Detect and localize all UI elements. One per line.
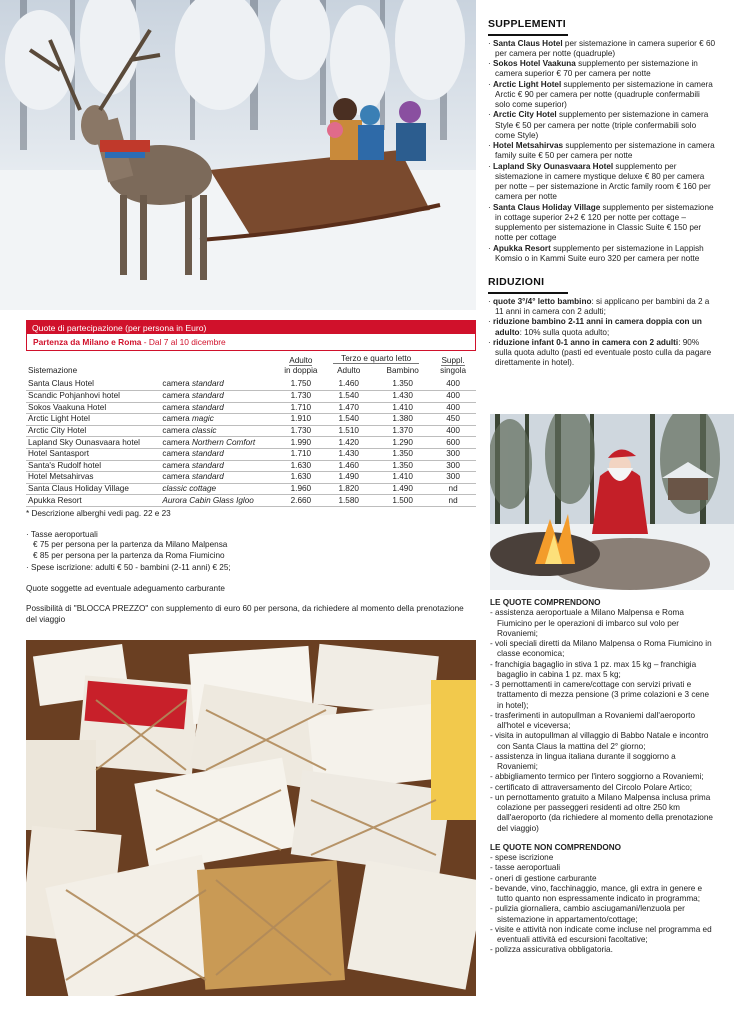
room-name: Northern Comfort [191, 437, 256, 447]
price-adult: 1.540 [322, 414, 375, 426]
price-single: 450 [430, 414, 476, 426]
hotel-name: Scandic Pohjanhovi hotel [26, 391, 160, 403]
supplements-item-name: Hotel Metsahirvas [493, 141, 564, 151]
room-name: classic [191, 426, 217, 436]
price-double: 1.710 [279, 449, 322, 461]
included-item: - visita in autopullman al villaggio di Babbo Natale e incontro con Santa Claus la mattina del 2° giorno; [490, 731, 716, 752]
room-prefix: camera [162, 379, 192, 389]
reductions-list [488, 297, 716, 369]
hotel-name: Hotel Metsahirvas [26, 472, 160, 484]
room-type [160, 414, 279, 426]
price-child: 1.350 [375, 449, 430, 461]
included-item: - 3 pernottamenti in camere/cottage con servizi privati e trattamento di mezza pensione (3 prime colazioni e 3 cene in hotel); [490, 680, 716, 711]
price-child: 1.410 [375, 402, 430, 414]
price-child: 1.350 [375, 460, 430, 472]
price-adult: 1.470 [322, 402, 375, 414]
included-title: LE QUOTE COMPRENDONO [490, 598, 601, 607]
reductions-title: RIDUZIONI [488, 276, 545, 289]
room-prefix: camera [162, 437, 192, 447]
room-name: standard [191, 379, 224, 389]
excluded-title: LE QUOTE NON COMPRENDONO [490, 842, 622, 852]
room-prefix: camera [162, 449, 192, 459]
supplements-rule [488, 34, 568, 36]
supplements-item-name: Santa Claus Holiday Village [493, 202, 601, 212]
room-prefix: camera [162, 426, 192, 436]
col-double-line2: in doppia [284, 366, 318, 376]
price-adult: 1.510 [322, 425, 375, 437]
right-column [488, 18, 716, 369]
col-child: Bambino [386, 365, 419, 375]
supplements-item-text: supplemento per sistemazione in cottage superior 2+2 € 120 per notte per cottage – supplemento per sistemazione in Classic Suite € 150 per notte per cottage [495, 202, 714, 243]
col-double [279, 351, 322, 380]
excluded-item: - spese iscrizione [490, 853, 716, 863]
price-single: 400 [430, 402, 476, 414]
hotel-name: Arctic Light Hotel [26, 414, 160, 426]
col-single-line2: singola [440, 366, 467, 376]
fuel-note: Quote soggette ad eventuale adeguamento carburante [26, 584, 225, 593]
price-single: nd [430, 483, 476, 495]
reductions-item-text: : 90% sulla quota adulto (pasti ed eventuale posto culla da pagare direttamente in hotel). [495, 337, 712, 368]
price-row [26, 483, 476, 495]
price-child: 1.410 [375, 472, 430, 484]
excluded-item: - pulizia giornaliera, cambio asciugamani/lenzuola per sistemazione in appartamento/cottage; [490, 904, 716, 925]
included-item: - assistenza in lingua italiana durante il soggiorno a Rovaniemi; [490, 752, 716, 773]
supplements-item [488, 244, 716, 265]
price-double: 2.660 [279, 495, 322, 507]
taxes-item: · Tasse aeroportuali [26, 530, 98, 539]
price-double: 1.710 [279, 402, 322, 414]
room-type [160, 437, 279, 449]
supplements-item-name: Apukka Resort [493, 243, 551, 253]
price-double: 1.910 [279, 414, 322, 426]
room-name: standard [191, 449, 224, 459]
supplements-item-name: Arctic Light Hotel [493, 79, 562, 89]
price-adult: 1.820 [322, 483, 375, 495]
price-child: 1.490 [375, 483, 430, 495]
price-double: 1.730 [279, 391, 322, 403]
price-child: 1.370 [375, 425, 430, 437]
departure-line [26, 334, 476, 351]
reductions-item-name: riduzione bambino 2-11 anni in camera doppia con un adulto [493, 317, 702, 337]
col-double-line1: Adulto [289, 356, 313, 366]
supplements-item [488, 59, 716, 80]
letters-photo [26, 640, 476, 996]
included-item: - certificato di attraversamento del Circolo Polare Artico; [490, 783, 716, 793]
price-single: 400 [430, 391, 476, 403]
supplements-item-name: Santa Claus Hotel [493, 38, 563, 48]
room-type [160, 449, 279, 461]
supplements-item-text: per sistemazione in camera superior € 60 per camera per notte (quadruple) [495, 38, 716, 58]
excluded-item: - visite e attività non indicate come incluse nel programma ed eventuali attività ed escursioni facoltative; [490, 925, 716, 946]
supplements-item-text: supplemento per sistemazione in camera Style € 50 per camera per notte (triple confermabili solo come Style) [495, 110, 709, 140]
included-block [490, 598, 716, 956]
price-row [26, 449, 476, 461]
hotel-name: Santa Claus Hotel [26, 379, 160, 391]
price-row [26, 402, 476, 414]
col-single [430, 351, 476, 380]
price-row [26, 437, 476, 449]
hotel-name: Santa Claus Holiday Village [26, 483, 160, 495]
col-third-fourth-group: Terzo e quarto letto [322, 351, 430, 365]
taxes-milano: € 75 per persona per la partenza da Milano Malpensa [33, 540, 228, 550]
price-footnote: * Descrizione alberghi vedi pag. 22 e 23 [26, 509, 171, 519]
fees-item: · Spese iscrizione: adulti € 50 - bambini (2-11 anni) € 25; [26, 562, 231, 572]
reductions-item-text: : 10% sulla quota adulto; [519, 327, 610, 337]
room-name: standard [191, 472, 224, 482]
price-child: 1.380 [375, 414, 430, 426]
price-single: 600 [430, 437, 476, 449]
excluded-item: - bevande, vino, facchinaggio, mance, gli extra in genere e tutto quanto non espressamente indicato in programma; [490, 884, 716, 905]
price-double: 1.750 [279, 379, 322, 391]
col-accommodation: Sistemazione [28, 365, 78, 375]
price-single: nd [430, 495, 476, 507]
supplements-item-text: supplemento per sistemazione in Lappish Komsio o in Kammi Suite euro 320 per camera per notte [495, 243, 704, 263]
supplements-list [488, 39, 716, 265]
departure-cities: Partenza da Milano e Roma [33, 337, 142, 347]
supplements-item-text: supplemento per sistemazione in camera superior € 70 per camera per notte [495, 59, 698, 79]
hotel-name: Hotel Santasport [26, 449, 160, 461]
supplements-item-name: Arctic City Hotel [493, 110, 557, 120]
room-type [160, 402, 279, 414]
price-adult: 1.580 [322, 495, 375, 507]
room-type [160, 391, 279, 403]
room-type [160, 425, 279, 437]
supplements-item-name: Lapland Sky Ounasvaara Hotel [493, 161, 614, 171]
price-adult: 1.430 [322, 449, 375, 461]
supplements-item-name: Sokos Hotel Vaakuna [493, 59, 576, 69]
reductions-item-text: : si applicano per bambini da 2 a 11 anni in camera con 2 adulti; [495, 296, 710, 316]
taxes-label: Tasse aeroportuali [30, 530, 98, 539]
room-type [160, 483, 279, 495]
price-row [26, 495, 476, 507]
block-price-note: Possibilità di "BLOCCA PREZZO" con supplemento di euro 60 per persona, da richiedere al momento della prenotazione del viaggio [26, 604, 464, 624]
supplements-item [488, 203, 716, 244]
included-item: - abbigliamento termico per l'intero soggiorno a Rovaniemi; [490, 772, 716, 782]
supplements-item [488, 141, 716, 162]
col-adult: Adulto [337, 365, 361, 375]
reductions-item [488, 297, 716, 318]
reductions-item-name: riduzione infant 0-1 anno in camera con 2 adulti [493, 337, 679, 347]
price-table [26, 351, 476, 508]
supplements-item-text: supplemento per sistemazione in camera Arctic € 90 per camera per notte (quadruple confermabili solo come superior) [495, 79, 713, 110]
departure-dates: - Dal 7 al 10 dicembre [141, 337, 226, 347]
price-child: 1.430 [375, 391, 430, 403]
hotel-name: Arctic City Hotel [26, 425, 160, 437]
price-adult: 1.420 [322, 437, 375, 449]
col-single-line1: Suppl. [441, 356, 465, 366]
price-table-box [26, 320, 476, 519]
reductions-item-name: quote 3°/4° letto bambino [493, 296, 592, 306]
price-table-header: Quote di partecipazione (per persona in Euro) [26, 320, 476, 334]
notes-block [26, 530, 471, 625]
included-item: - franchigia bagaglio in stiva 1 pz. max 15 kg – franchigia bagaglio in cabina 1 pz. max 5 kg; [490, 660, 716, 681]
room-prefix: camera [162, 402, 192, 412]
price-child: 1.500 [375, 495, 430, 507]
room-name: standard [191, 391, 224, 401]
hotel-name: Santa's Rudolf hotel [26, 460, 160, 472]
supplements-item [488, 162, 716, 203]
price-single: 300 [430, 449, 476, 461]
fees-label: Spese iscrizione [31, 562, 91, 572]
room-name: Aurora Cabin Glass Igloo [162, 495, 254, 505]
price-adult: 1.490 [322, 472, 375, 484]
supplements-item-text: supplemento per sistemazione in camere mystique deluxe € 80 per camera per notte – per sistemazione in Arctic family room € 160 per camera per notte [495, 161, 711, 202]
included-list [490, 608, 716, 834]
room-prefix: camera [162, 472, 192, 482]
supplements-item [488, 80, 716, 111]
supplements-item [488, 39, 716, 60]
santa-fire-photo [490, 414, 734, 590]
price-adult: 1.540 [322, 391, 375, 403]
supplements-item [488, 110, 716, 141]
price-single: 400 [430, 425, 476, 437]
price-row [26, 414, 476, 426]
reindeer-sleigh-photo [0, 0, 476, 310]
price-table-body [26, 379, 476, 507]
room-name: classic cottage [162, 484, 217, 494]
excluded-item: - polizza assicurativa obbligatoria. [490, 945, 716, 955]
price-double: 1.990 [279, 437, 322, 449]
reductions-item [488, 317, 716, 338]
price-adult: 1.460 [322, 460, 375, 472]
price-row [26, 379, 476, 391]
price-single: 300 [430, 472, 476, 484]
price-adult: 1.460 [322, 379, 375, 391]
room-type [160, 495, 279, 507]
taxes-roma: € 85 per persona per la partenza da Roma Fiumicino [33, 550, 225, 560]
excluded-list [490, 853, 716, 956]
price-double: 1.960 [279, 483, 322, 495]
price-child: 1.350 [375, 379, 430, 391]
excluded-item: - oneri di gestione carburante [490, 874, 716, 884]
price-double: 1.630 [279, 472, 322, 484]
room-name: standard [191, 402, 224, 412]
hotel-name: Apukka Resort [26, 495, 160, 507]
price-row [26, 460, 476, 472]
supplements-item-text: supplemento per sistemazione in camera family suite € 50 per camera per notte [495, 141, 715, 161]
room-prefix: camera [162, 460, 192, 470]
included-item: - trasferimenti in autopullman a Rovaniemi dall'aeroporto all'hotel e viceversa; [490, 711, 716, 732]
room-prefix: camera [162, 391, 192, 401]
room-type [160, 379, 279, 391]
price-double: 1.730 [279, 425, 322, 437]
reductions-rule [488, 292, 568, 294]
room-type [160, 472, 279, 484]
room-name: standard [191, 460, 224, 470]
price-single: 400 [430, 379, 476, 391]
room-prefix: camera [162, 414, 192, 424]
price-row [26, 391, 476, 403]
room-name: magic [191, 414, 214, 424]
hotel-name: Lapland Sky Ounasvaara hotel [26, 437, 160, 449]
room-type [160, 460, 279, 472]
fees-text: : adulti € 50 - bambini (2-11 anni) € 25; [90, 562, 231, 572]
price-row [26, 425, 476, 437]
price-single: 300 [430, 460, 476, 472]
included-item: - assistenza aeroportuale a Milano Malpensa e Roma Fiumicino per le operazioni di imbarco sul volo per Rovaniemi; [490, 608, 716, 639]
reductions-item [488, 338, 716, 369]
hotel-name: Sokos Vaakuna Hotel [26, 402, 160, 414]
excluded-item: - tasse aeroportuali [490, 863, 716, 873]
included-item: - un pernottamento gratuito a Milano Malpensa inclusa prima colazione per passeggeri residenti ad oltre 250 km dall'aeroporto (da richiedere al momento della prenotazione del viaggio) [490, 793, 716, 834]
included-item: - voli speciali diretti da Milano Malpensa o Roma Fiumicino in classe economica; [490, 639, 716, 660]
supplements-title: SUPPLEMENTI [488, 18, 566, 30]
price-double: 1.630 [279, 460, 322, 472]
price-row [26, 472, 476, 484]
price-child: 1.290 [375, 437, 430, 449]
